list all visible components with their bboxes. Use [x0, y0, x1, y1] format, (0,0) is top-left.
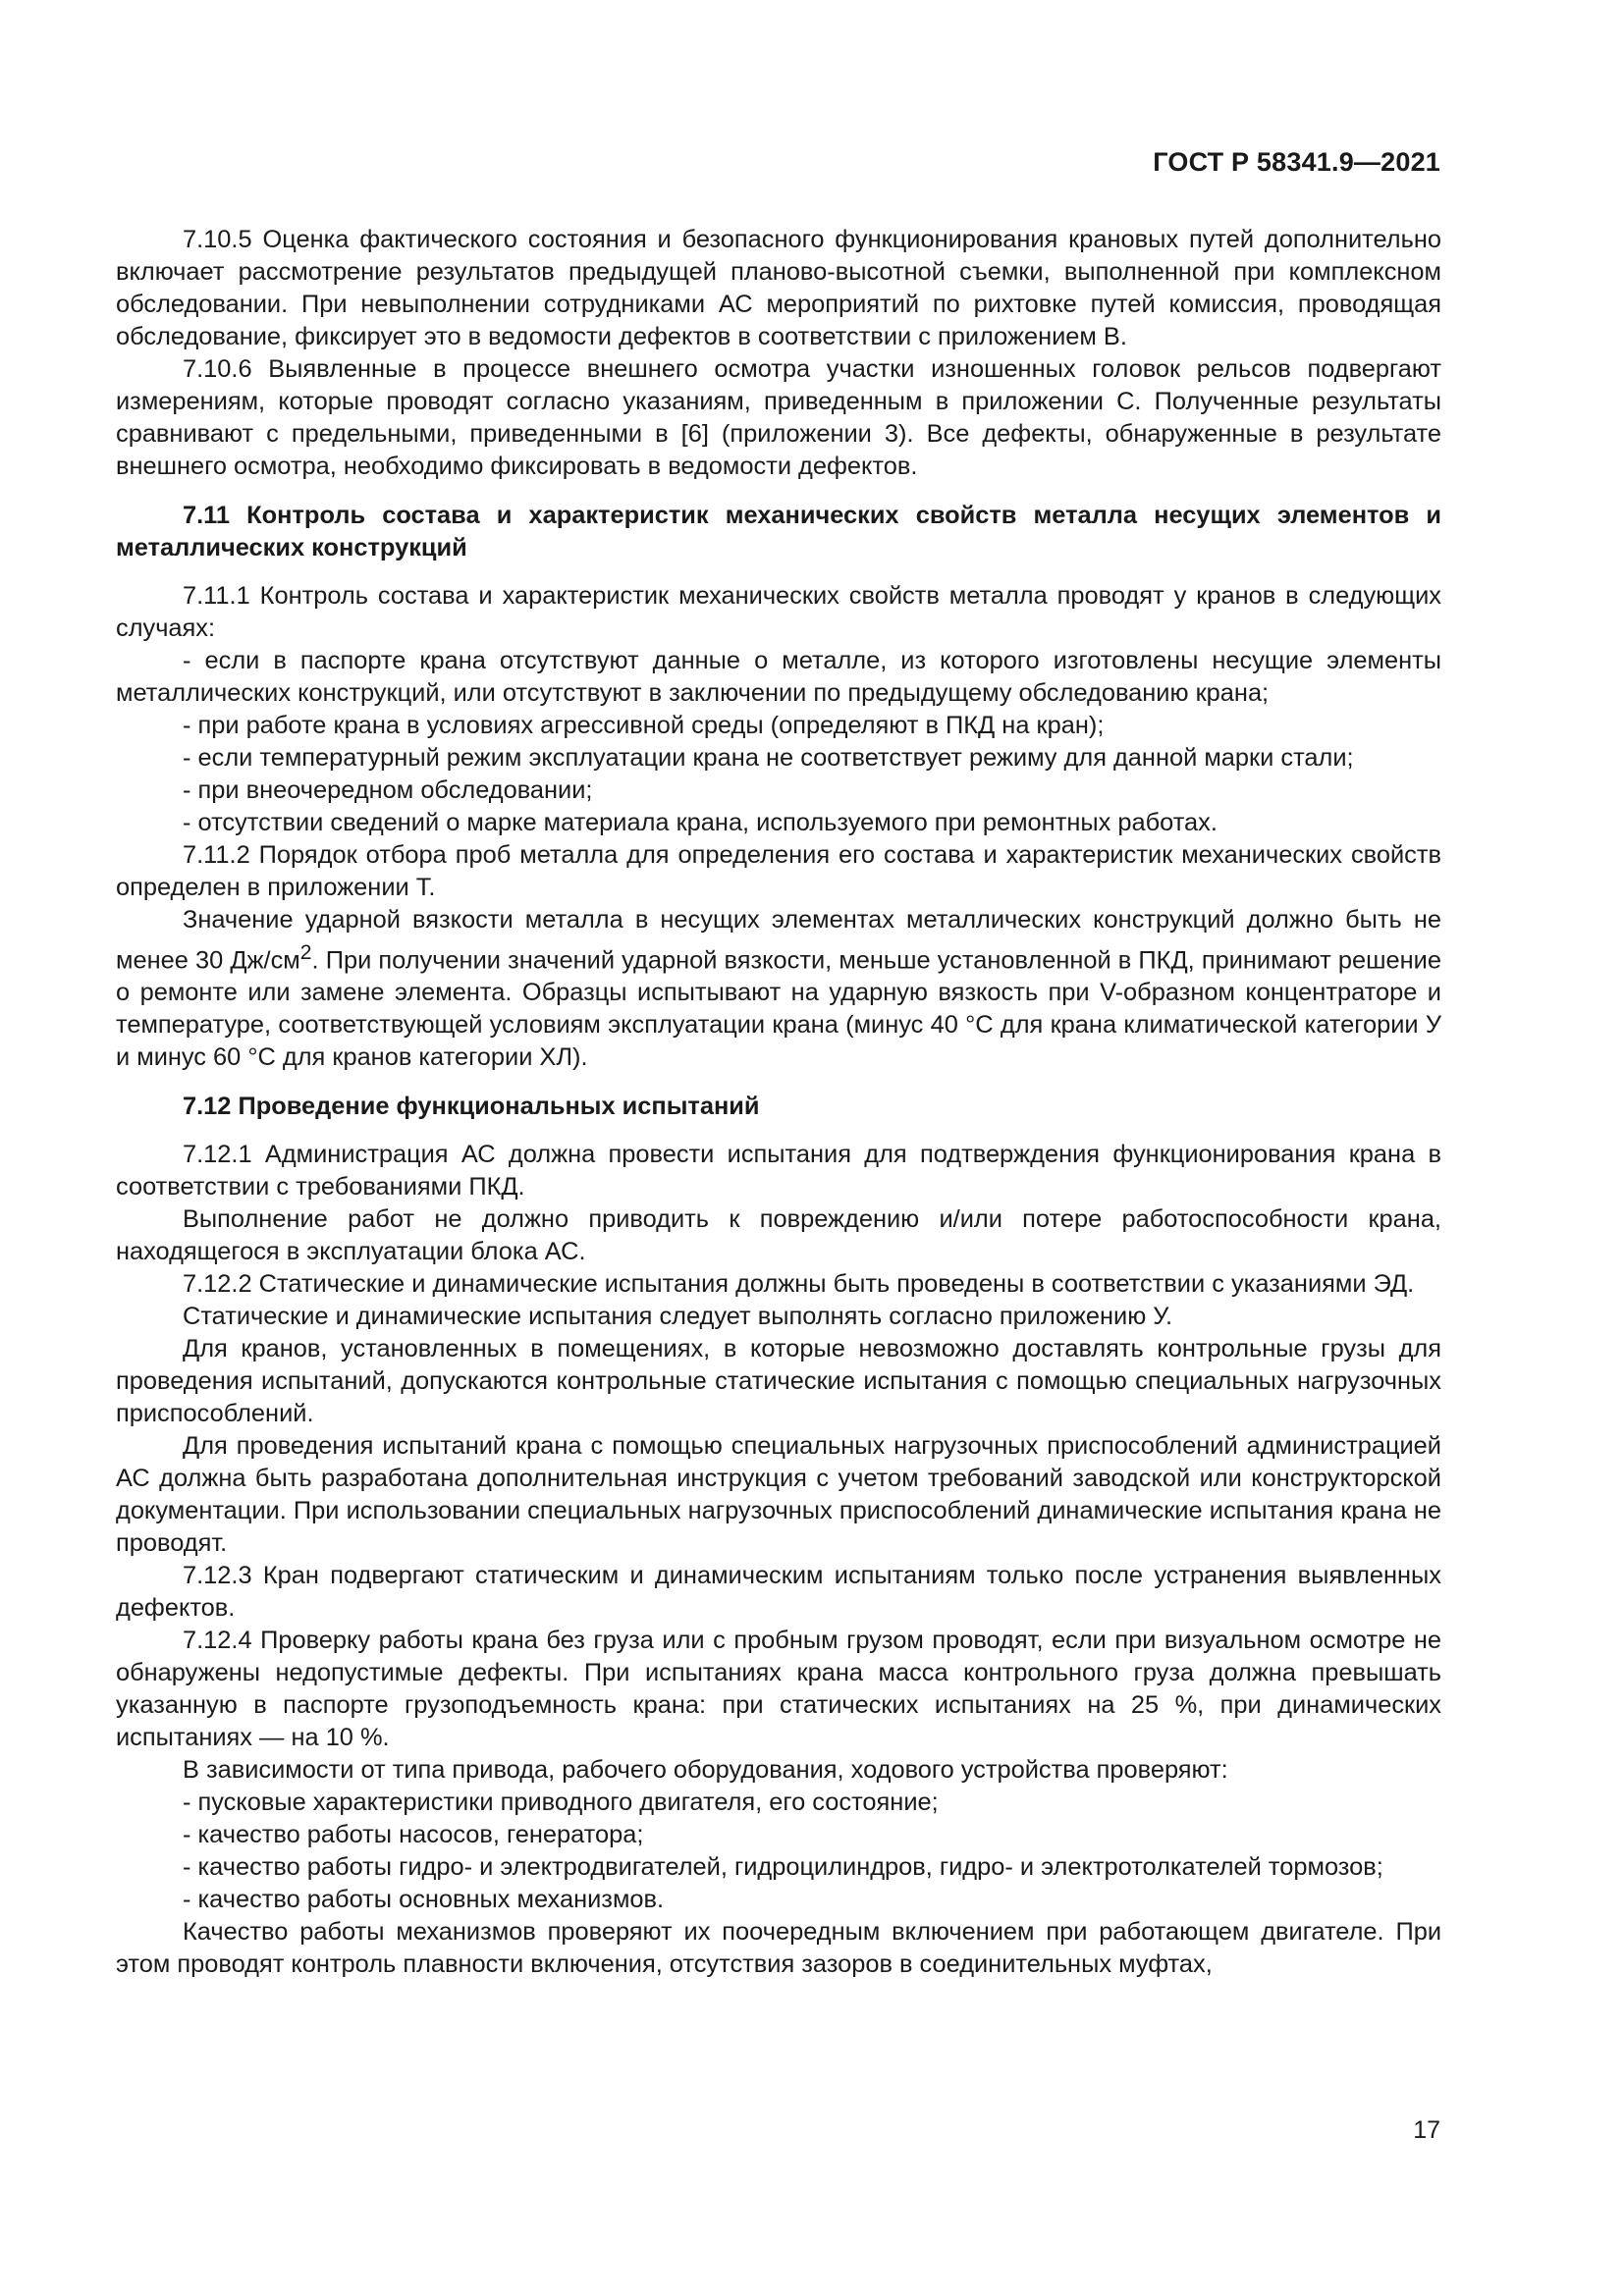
paragraph: Статические и динамические испытания следует выполнять согласно приложению У. — [183, 1303, 1173, 1331]
paragraph-impact-strength — [116, 904, 1441, 1074]
paragraph-7-12-4: 7.12.4 Проверку работы крана без груза или с пробным грузом проводят, если при визуальном осмотре не обнаружены недопустимые дефекты. При испытаниях крана масса контрольного груза должна превышать указанную в паспорте грузоподъемность крана: при статических испытаниях на 25 %, при динамических испытаниях — на 10 %. — [116, 1627, 1441, 1752]
section-heading-7-11: 7.11 Контроль состава и характеристик механических свойств металла несущих элементов и металлических конструкций — [116, 502, 1441, 561]
list-item: - если температурный режим эксплуатации крана не соответствует режиму для данной марки стали; — [183, 744, 1354, 772]
impact-strength-text-start: Значение ударной вязкости металла в несущих элементах металлических конструкций должно быть не менее 30 Дж/см — [116, 906, 1441, 975]
list-item: - при работе крана в условиях агрессивной среды (определяют в ПКД на кран); — [183, 712, 1105, 739]
paragraph: Качество работы механизмов проверяют их поочередным включением при работающем двигателе. При этом проводят контроль плавности включения, отсутствия зазоров в соединительных муфтах, — [116, 1918, 1441, 1979]
section-heading-7-12: 7.12 Проведение функциональных испытаний — [183, 1093, 760, 1121]
paragraph: Выполнение работ не должно приводить к повреждению и/или потере работоспособности крана, находящегося в эксплуатации блока АС. — [116, 1205, 1441, 1266]
paragraph-7-12-3: 7.12.3 Кран подвергают статическим и динамическим испытаниям только после устранения выявленных дефектов. — [116, 1562, 1441, 1623]
superscript-exponent: 2 — [299, 941, 312, 964]
paragraph-7-12-2: 7.12.2 Статические и динамические испытания должны быть проведены в соответствии с указаниями ЭД. — [183, 1270, 1415, 1299]
paragraph-7-11-2: 7.11.2 Порядок отбора проб металла для определения его состава и характеристик механических свойств определен в приложении Т. — [116, 841, 1441, 901]
paragraph: Для проведения испытаний крана с помощью специальных нагрузочных приспособлений администрацией АС должна быть разработана дополнительная инструкция с учетом требований заводской или конструкторской документации. При использовании специальных нагрузочных приспособлений динамические испытания крана не проводят. — [116, 1432, 1441, 1558]
list-item: - пусковые характеристики приводного двигателя, его состояние; — [183, 1789, 939, 1817]
list-item: - отсутствии сведений о марке материала крана, используемого при ремонтных работах. — [183, 809, 1218, 836]
paragraph-7-10-6: 7.10.6 Выявленные в процессе внешнего осмотра участки изношенных головок рельсов подвергают измерениям, которые проводят согласно указаниям, приведенным в приложении С. Полученные результаты сравнивают с предельными, приведенными в [6] (приложении 3). Все дефекты, обнаруженные в результате внешнего осмотра, необходимо фиксировать в ведомости дефектов. — [116, 355, 1441, 480]
list-item: - качество работы насосов, генератора; — [183, 1821, 644, 1849]
document-code-header: ГОСТ Р 58341.9—2021 — [1153, 147, 1440, 177]
paragraph-7-12-1: 7.12.1 Администрация АС должна провести испытания для подтверждения функционирования крана в соответствии с требованиями ПКД. — [116, 1141, 1441, 1201]
paragraph: В зависимости от типа привода, рабочего оборудования, ходового устройства проверяют: — [183, 1756, 1228, 1785]
paragraph-7-11-1: 7.11.1 Контроль состава и характеристик механических свойств металла проводят у кранов в следующих случаях: — [116, 582, 1441, 642]
list-item: - качество работы гидро- и электродвигателей, гидроцилиндров, гидро- и электротолкателей тормозов; — [183, 1853, 1383, 1882]
list-item: - при внеочередном обследовании; — [183, 776, 593, 804]
paragraph-7-10-5: 7.10.5 Оценка фактического состояния и безопасного функционирования крановых путей дополнительно включает рассмотрение результатов предыдущей планово-высотной съемки, выполненной при комплексном обследовании. При невыполнении сотрудниками АС мероприятий по рихтовке путей комиссия, проводящая обследование, фиксирует это в ведомости дефектов в соответствии с приложением В. — [116, 226, 1441, 350]
impact-strength-text-end: . При получении значений ударной вязкости, меньше установленной в ПКД, принимают решение о ремонте или замене элемента. Образцы испытывают на ударную вязкость при V-образном концентраторе и температуре, соответствующей условиям эксплуатации крана (минус 40 °С для крана климатической категории У и минус 60 °С для кранов категории ХЛ). — [116, 946, 1441, 1072]
document-body — [116, 224, 1441, 1981]
list-item: - если в паспорте крана отсутствуют данные о металле, из которого изготовлены несущие элементы металлических конструкций, или отсутствуют в заключении по предыдущему обследованию крана; — [116, 647, 1441, 707]
page-number: 17 — [1413, 2116, 1440, 2144]
paragraph: Для кранов, установленных в помещениях, в которые невозможно доставлять контрольные грузы для проведения испытаний, допускаются контрольные статические испытания с помощью специальных нагрузочных приспособлений. — [116, 1335, 1441, 1428]
list-item: - качество работы основных механизмов. — [183, 1886, 665, 1914]
